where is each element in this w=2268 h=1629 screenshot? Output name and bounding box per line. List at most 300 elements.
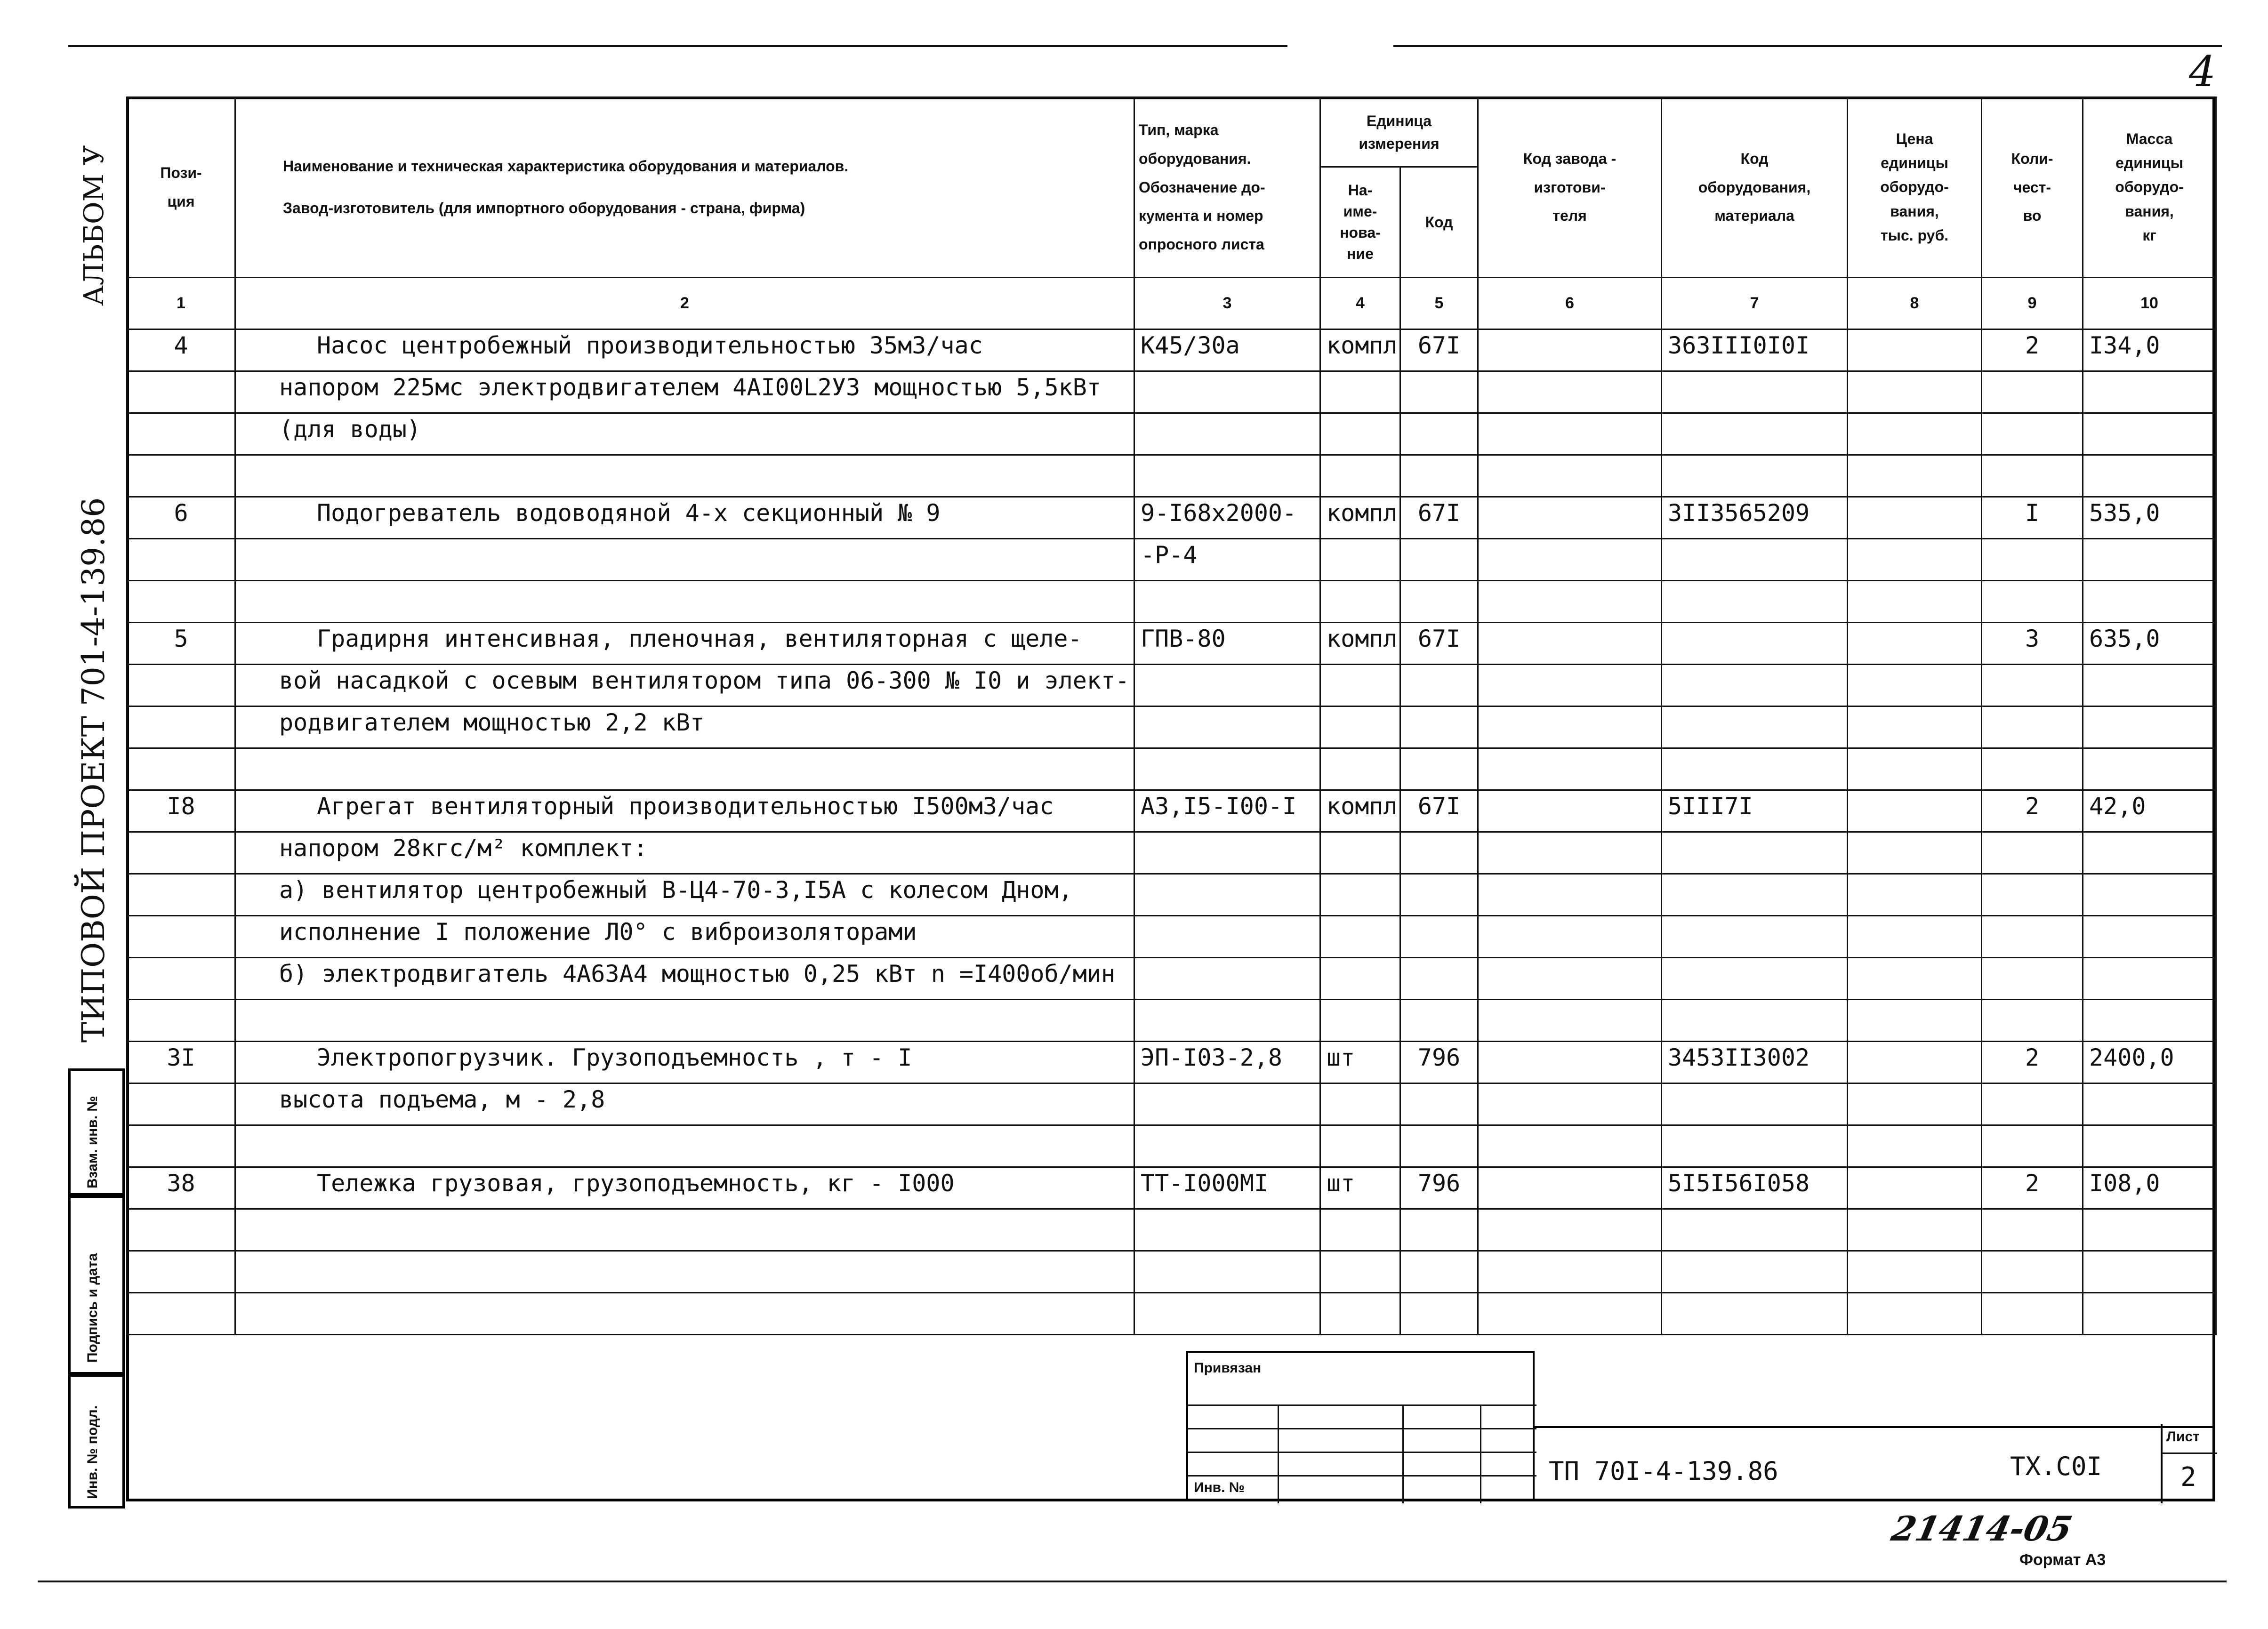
row-unit-code xyxy=(1400,748,1478,790)
row-unit xyxy=(1320,958,1400,1000)
row-position xyxy=(127,874,235,916)
row-equipment-code xyxy=(1662,371,1848,413)
row-price xyxy=(1848,1293,1982,1335)
row-unit-code xyxy=(1400,1000,1478,1042)
column-number: 9 xyxy=(1982,278,2083,329)
row-maker-code xyxy=(1478,665,1662,706)
row-price xyxy=(1848,455,1982,497)
table-row xyxy=(127,581,2216,623)
row-quantity xyxy=(1982,665,2083,706)
row-maker-code xyxy=(1478,1125,1662,1167)
row-mass xyxy=(2083,1293,2216,1335)
row-type xyxy=(1134,1083,1320,1125)
row-quantity xyxy=(1982,832,2083,874)
row-mass xyxy=(2083,1000,2216,1042)
row-quantity xyxy=(1982,455,2083,497)
row-name: высота подъема, м - 2,8 xyxy=(235,1083,1134,1125)
row-name: б) электродвигатель 4А63А4 мощностью 0,25 кВт n =I400об/мин xyxy=(235,958,1134,1000)
row-equipment-code xyxy=(1662,1293,1848,1335)
row-quantity xyxy=(1982,581,2083,623)
row-unit xyxy=(1320,581,1400,623)
row-mass xyxy=(2083,413,2216,455)
header-quantity: Коли- чест- во xyxy=(1982,97,2083,278)
row-unit-code xyxy=(1400,706,1478,748)
row-price xyxy=(1848,1209,1982,1251)
row-mass xyxy=(2083,581,2216,623)
table-row xyxy=(127,1000,2216,1042)
row-position: 5 xyxy=(127,623,235,665)
row-unit-code xyxy=(1400,371,1478,413)
format-label: Формат А3 xyxy=(2019,1551,2106,1569)
row-equipment-code xyxy=(1662,916,1848,958)
row-price xyxy=(1848,413,1982,455)
row-type: ГПВ-80 xyxy=(1134,623,1320,665)
row-name xyxy=(235,581,1134,623)
table-row xyxy=(127,832,2216,874)
row-maker-code xyxy=(1478,748,1662,790)
header-price: Цена единицы оборудо- вания, тыс. руб. xyxy=(1848,97,1982,278)
header-type: Тип, марка оборудования. Обозначение до- кумента и номер опросного листа xyxy=(1134,97,1320,278)
row-unit: компл xyxy=(1320,329,1400,371)
column-number: 4 xyxy=(1320,278,1400,329)
row-price xyxy=(1848,1042,1982,1083)
row-equipment-code xyxy=(1662,1251,1848,1293)
row-unit xyxy=(1320,539,1400,581)
header-maker-code: Код завода - изготови- теля xyxy=(1478,97,1662,278)
row-position xyxy=(127,1125,235,1167)
row-unit-code: 67I xyxy=(1400,329,1478,371)
row-mass xyxy=(2083,958,2216,1000)
row-unit xyxy=(1320,874,1400,916)
row-unit xyxy=(1320,1293,1400,1335)
column-number: 10 xyxy=(2083,278,2216,329)
row-unit-code xyxy=(1400,874,1478,916)
row-maker-code xyxy=(1478,329,1662,371)
row-equipment-code xyxy=(1662,413,1848,455)
row-type xyxy=(1134,581,1320,623)
row-position xyxy=(127,413,235,455)
row-name: вой насадкой с осевым вентилятором типа 06-300 № I0 и элект- xyxy=(235,665,1134,706)
row-position xyxy=(127,958,235,1000)
row-unit-code: 67I xyxy=(1400,497,1478,539)
signature-date-label: Подпись и дата xyxy=(85,1253,100,1363)
row-price xyxy=(1848,916,1982,958)
table-row xyxy=(127,539,2216,581)
row-position xyxy=(127,1293,235,1335)
row-mass: 635,0 xyxy=(2083,623,2216,665)
row-name: напором 28кгс/м² комплект: xyxy=(235,832,1134,874)
row-position: 4 xyxy=(127,329,235,371)
page-number: 4 xyxy=(2189,47,2216,96)
row-equipment-code xyxy=(1662,623,1848,665)
table-row xyxy=(127,706,2216,748)
row-mass xyxy=(2083,706,2216,748)
doc-code-area xyxy=(1535,1426,2215,1501)
header-equipment-code: Код оборудования, материала xyxy=(1662,97,1848,278)
row-maker-code xyxy=(1478,790,1662,832)
attached-label: Привязан xyxy=(1194,1360,1262,1376)
row-type xyxy=(1134,1251,1320,1293)
sheet-box xyxy=(2161,1424,2215,1503)
row-quantity xyxy=(1982,958,2083,1000)
header-unit-name: На- име- нова- ние xyxy=(1320,167,1400,278)
row-unit: компл xyxy=(1320,790,1400,832)
row-maker-code xyxy=(1478,539,1662,581)
row-type xyxy=(1134,874,1320,916)
row-unit xyxy=(1320,1209,1400,1251)
row-name: Подогреватель водоводяной 4-х секционный № 9 xyxy=(235,497,1134,539)
row-price xyxy=(1848,748,1982,790)
row-price xyxy=(1848,1000,1982,1042)
row-position xyxy=(127,371,235,413)
row-maker-code xyxy=(1478,371,1662,413)
row-unit xyxy=(1320,1251,1400,1293)
row-quantity xyxy=(1982,1293,2083,1335)
row-type xyxy=(1134,1125,1320,1167)
row-position xyxy=(127,455,235,497)
header-position: Пози- ция xyxy=(127,97,235,278)
row-type xyxy=(1134,958,1320,1000)
row-mass xyxy=(2083,874,2216,916)
row-position xyxy=(127,1209,235,1251)
row-maker-code xyxy=(1478,958,1662,1000)
row-equipment-code: 5III7I xyxy=(1662,790,1848,832)
row-equipment-code xyxy=(1662,455,1848,497)
row-mass xyxy=(2083,1083,2216,1125)
top-rule-left xyxy=(68,45,1287,47)
table-row xyxy=(127,748,2216,790)
row-price xyxy=(1848,832,1982,874)
header-unit-code: Код xyxy=(1400,167,1478,278)
row-unit xyxy=(1320,665,1400,706)
row-type: -Р-4 xyxy=(1134,539,1320,581)
table-row xyxy=(127,1125,2216,1167)
row-type xyxy=(1134,1000,1320,1042)
row-equipment-code xyxy=(1662,1000,1848,1042)
row-unit-code xyxy=(1400,1209,1478,1251)
table-row xyxy=(127,665,2216,706)
row-unit-code: 796 xyxy=(1400,1167,1478,1209)
row-maker-code xyxy=(1478,706,1662,748)
row-equipment-code: 363III0I0I xyxy=(1662,329,1848,371)
attached-divider xyxy=(1278,1404,1279,1503)
row-maker-code xyxy=(1478,1000,1662,1042)
row-name xyxy=(235,1293,1134,1335)
row-position: 38 xyxy=(127,1167,235,1209)
row-price xyxy=(1848,665,1982,706)
row-unit-code: 67I xyxy=(1400,790,1478,832)
row-unit-code xyxy=(1400,1251,1478,1293)
row-quantity xyxy=(1982,874,2083,916)
row-equipment-code xyxy=(1662,539,1848,581)
row-unit-code xyxy=(1400,1293,1478,1335)
row-maker-code xyxy=(1478,1167,1662,1209)
row-maker-code xyxy=(1478,1293,1662,1335)
row-mass xyxy=(2083,455,2216,497)
row-quantity xyxy=(1982,1000,2083,1042)
table-row xyxy=(127,916,2216,958)
project-label: ТИПОВОЙ ПРОЕКТ 701-4-139.86 xyxy=(75,497,112,1043)
row-equipment-code xyxy=(1662,748,1848,790)
row-name xyxy=(235,1251,1134,1293)
attached-divider xyxy=(1480,1404,1481,1503)
row-type xyxy=(1134,371,1320,413)
row-unit xyxy=(1320,706,1400,748)
header-name-line1: Наименование и техническая характеристика оборудования и материалов. xyxy=(283,158,849,175)
row-name: а) вентилятор центробежный В-Ц4-70-3,I5А с колесом Дном, xyxy=(235,874,1134,916)
row-mass xyxy=(2083,539,2216,581)
row-mass xyxy=(2083,748,2216,790)
table-row xyxy=(127,1209,2216,1251)
row-name: родвигателем мощностью 2,2 кВт xyxy=(235,706,1134,748)
attached-rule xyxy=(1188,1452,1536,1453)
row-quantity: 2 xyxy=(1982,1042,2083,1083)
table-row xyxy=(127,497,2216,539)
row-unit-code xyxy=(1400,1083,1478,1125)
row-unit xyxy=(1320,916,1400,958)
row-price xyxy=(1848,1125,1982,1167)
table-row xyxy=(127,958,2216,1000)
row-unit xyxy=(1320,455,1400,497)
row-name: Тележка грузовая, грузоподъемность, кг - I000 xyxy=(235,1167,1134,1209)
row-position: I8 xyxy=(127,790,235,832)
specification-table xyxy=(126,96,2217,1335)
row-price xyxy=(1848,371,1982,413)
row-name: напором 225мс электродвигателем 4АI00L2У3 мощностью 5,5кВт xyxy=(235,371,1134,413)
row-quantity: I xyxy=(1982,497,2083,539)
row-unit-code: 796 xyxy=(1400,1042,1478,1083)
row-unit-code xyxy=(1400,916,1478,958)
row-maker-code xyxy=(1478,623,1662,665)
sheet-rule xyxy=(2163,1452,2217,1454)
row-position xyxy=(127,539,235,581)
row-equipment-code xyxy=(1662,958,1848,1000)
table-row xyxy=(127,455,2216,497)
row-maker-code xyxy=(1478,1042,1662,1083)
header-name xyxy=(235,97,1134,278)
column-number: 2 xyxy=(235,278,1134,329)
row-unit-code xyxy=(1400,413,1478,455)
row-unit-code xyxy=(1400,1125,1478,1167)
row-name: исполнение I положение Л0° с виброизоляторами xyxy=(235,916,1134,958)
table-row xyxy=(127,790,2216,832)
row-quantity xyxy=(1982,371,2083,413)
row-maker-code xyxy=(1478,497,1662,539)
row-type xyxy=(1134,1293,1320,1335)
row-position: 6 xyxy=(127,497,235,539)
row-type xyxy=(1134,665,1320,706)
row-type: К45/30а xyxy=(1134,329,1320,371)
column-numbers-row xyxy=(127,278,2216,329)
row-price xyxy=(1848,706,1982,748)
row-equipment-code xyxy=(1662,874,1848,916)
row-position xyxy=(127,1251,235,1293)
inv-no-label: Инв. № xyxy=(1194,1480,1245,1495)
table-row xyxy=(127,1167,2216,1209)
row-quantity xyxy=(1982,706,2083,748)
row-type xyxy=(1134,916,1320,958)
doc-code: ТП 70I-4-139.86 xyxy=(1549,1456,1778,1486)
row-unit: шт xyxy=(1320,1167,1400,1209)
title-block xyxy=(1186,1351,2215,1501)
row-mass: 42,0 xyxy=(2083,790,2216,832)
row-position xyxy=(127,665,235,706)
row-price xyxy=(1848,1167,1982,1209)
row-equipment-code xyxy=(1662,665,1848,706)
row-unit xyxy=(1320,1125,1400,1167)
row-quantity xyxy=(1982,748,2083,790)
row-name xyxy=(235,1125,1134,1167)
row-position xyxy=(127,832,235,874)
bottom-rule xyxy=(38,1581,2227,1582)
row-mass xyxy=(2083,1209,2216,1251)
row-type xyxy=(1134,706,1320,748)
row-equipment-code: 5I5I56I058 xyxy=(1662,1167,1848,1209)
row-unit-code xyxy=(1400,832,1478,874)
handwritten-number: 21414-05 xyxy=(1888,1509,2076,1549)
top-rule-right xyxy=(1393,45,2222,47)
signature-date-box xyxy=(68,1196,125,1374)
row-quantity: 2 xyxy=(1982,790,2083,832)
row-unit xyxy=(1320,1000,1400,1042)
row-maker-code xyxy=(1478,1209,1662,1251)
row-price xyxy=(1848,623,1982,665)
row-unit xyxy=(1320,748,1400,790)
table-row xyxy=(127,329,2216,371)
row-maker-code xyxy=(1478,581,1662,623)
row-name: Агрегат вентиляторный производительностью I500м3/час xyxy=(235,790,1134,832)
row-unit-code xyxy=(1400,958,1478,1000)
row-equipment-code xyxy=(1662,706,1848,748)
attached-divider xyxy=(1402,1404,1404,1503)
row-quantity xyxy=(1982,1083,2083,1125)
row-unit xyxy=(1320,413,1400,455)
row-quantity xyxy=(1982,1125,2083,1167)
inv-original-box xyxy=(68,1374,125,1509)
row-maker-code xyxy=(1478,1083,1662,1125)
row-equipment-code xyxy=(1662,1083,1848,1125)
row-type xyxy=(1134,1209,1320,1251)
row-unit: компл xyxy=(1320,623,1400,665)
row-unit: шт xyxy=(1320,1042,1400,1083)
row-price xyxy=(1848,1083,1982,1125)
row-mass xyxy=(2083,1125,2216,1167)
attached-rule xyxy=(1188,1404,1536,1406)
row-price xyxy=(1848,329,1982,371)
attached-box xyxy=(1186,1351,1535,1501)
header-name-line2: Завод-изготовитель (для импортного оборудования - страна, фирма) xyxy=(283,200,805,217)
row-name: (для воды) xyxy=(235,413,1134,455)
row-type: А3,I5-I00-I xyxy=(1134,790,1320,832)
row-unit-code xyxy=(1400,581,1478,623)
row-name xyxy=(235,748,1134,790)
row-name xyxy=(235,1000,1134,1042)
row-position xyxy=(127,748,235,790)
column-number: 5 xyxy=(1400,278,1478,329)
row-quantity xyxy=(1982,1209,2083,1251)
row-mass: 2400,0 xyxy=(2083,1042,2216,1083)
row-mass: I08,0 xyxy=(2083,1167,2216,1209)
row-maker-code xyxy=(1478,455,1662,497)
row-unit xyxy=(1320,832,1400,874)
row-unit xyxy=(1320,371,1400,413)
row-price xyxy=(1848,958,1982,1000)
row-equipment-code xyxy=(1662,1209,1848,1251)
row-maker-code xyxy=(1478,874,1662,916)
row-name: Градирня интенсивная, пленочная, вентиляторная с щеле- xyxy=(235,623,1134,665)
row-equipment-code xyxy=(1662,581,1848,623)
row-quantity xyxy=(1982,1251,2083,1293)
row-mass: 535,0 xyxy=(2083,497,2216,539)
inv-replace-box xyxy=(68,1068,125,1196)
row-equipment-code: 3II3565209 xyxy=(1662,497,1848,539)
row-maker-code xyxy=(1478,916,1662,958)
row-quantity: 2 xyxy=(1982,329,2083,371)
row-mass xyxy=(2083,1251,2216,1293)
row-type: ЭП-I03-2,8 xyxy=(1134,1042,1320,1083)
row-quantity xyxy=(1982,539,2083,581)
row-type: ТТ-I000МI xyxy=(1134,1167,1320,1209)
row-unit-code xyxy=(1400,455,1478,497)
row-maker-code xyxy=(1478,1251,1662,1293)
row-quantity: 2 xyxy=(1982,1167,2083,1209)
row-mass xyxy=(2083,916,2216,958)
row-position xyxy=(127,1083,235,1125)
column-number: 1 xyxy=(127,278,235,329)
row-type xyxy=(1134,832,1320,874)
row-type xyxy=(1134,455,1320,497)
table-row xyxy=(127,413,2216,455)
sheet-number: 2 xyxy=(2180,1462,2196,1493)
table-row xyxy=(127,623,2216,665)
row-unit xyxy=(1320,1083,1400,1125)
row-name xyxy=(235,455,1134,497)
inv-original-label: Инв. № подл. xyxy=(85,1405,100,1499)
attached-rule xyxy=(1188,1428,1536,1429)
row-name xyxy=(235,1209,1134,1251)
row-equipment-code xyxy=(1662,832,1848,874)
row-mass xyxy=(2083,371,2216,413)
row-name: Электропогрузчик. Грузоподъемность , т - I xyxy=(235,1042,1134,1083)
sheet-label: Лист xyxy=(2166,1429,2200,1444)
row-price xyxy=(1848,497,1982,539)
header-unit-group: Единица измерения xyxy=(1320,97,1478,167)
row-name: Насос центробежный производительностью 35м3/час xyxy=(235,329,1134,371)
column-number: 6 xyxy=(1478,278,1662,329)
row-quantity: 3 xyxy=(1982,623,2083,665)
row-price xyxy=(1848,790,1982,832)
row-quantity xyxy=(1982,916,2083,958)
row-unit-code xyxy=(1400,665,1478,706)
table-row xyxy=(127,1083,2216,1125)
row-position xyxy=(127,1000,235,1042)
row-equipment-code xyxy=(1662,1125,1848,1167)
row-type: 9-I68х2000- xyxy=(1134,497,1320,539)
table-row xyxy=(127,1251,2216,1293)
row-unit-code: 67I xyxy=(1400,623,1478,665)
row-position xyxy=(127,916,235,958)
row-position: 3I xyxy=(127,1042,235,1083)
row-price xyxy=(1848,539,1982,581)
row-position xyxy=(127,581,235,623)
header-mass: Масса единицы оборудо- вания, кг xyxy=(2083,97,2216,278)
row-price xyxy=(1848,581,1982,623)
row-name xyxy=(235,539,1134,581)
table-row xyxy=(127,874,2216,916)
table-row xyxy=(127,1042,2216,1083)
row-unit: компл xyxy=(1320,497,1400,539)
row-unit-code xyxy=(1400,539,1478,581)
